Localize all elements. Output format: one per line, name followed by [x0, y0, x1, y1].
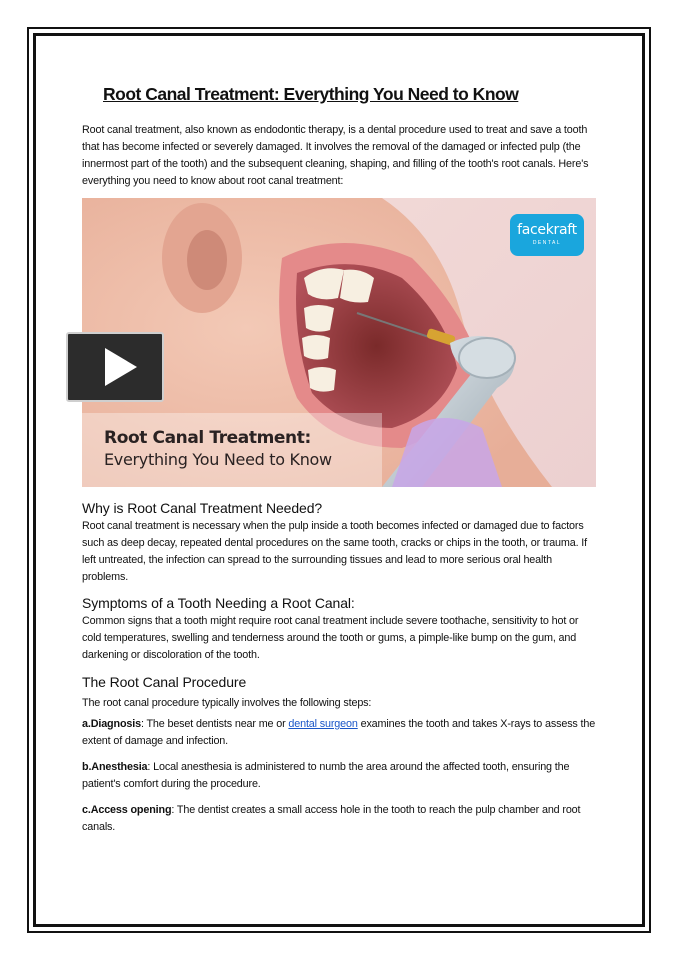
section-procedure-intro: The root canal procedure typically involves the following steps:	[82, 697, 372, 709]
section-why-body: Root canal treatment is necessary when the pulp inside a tooth becomes infected or damaged due to factors such as deep decay, repeated dental procedures on the same tooth, cracks or chips in the tooth, or trauma. If left untreated, the infection can spread to the surrounding tissues and lead to more serious oral health problems.	[82, 520, 588, 583]
procedure-step	[82, 716, 598, 750]
section-why	[82, 499, 598, 586]
hero-caption-line2: Everything You Need to Know	[104, 450, 332, 469]
procedure-step	[82, 802, 598, 836]
facekraft-logo: facekraft DENTAL	[510, 214, 584, 256]
section-why-heading: Why is Root Canal Treatment Needed?	[82, 500, 323, 516]
intro-text: Root canal treatment, also known as endodontic therapy, is a dental procedure used to treat and save a tooth that has become infected or severely damaged. It involves the removal of the damaged or infected pulp (the innermost part of the tooth) and the subsequent cleaning, shaping, and filling of the tooth's root canals. Here's everything you need to know about root canal treatment:	[82, 124, 589, 187]
section-symptoms	[82, 594, 598, 664]
hero-caption	[104, 427, 332, 471]
dental-surgeon-link[interactable]: dental surgeon	[288, 718, 358, 730]
step-label: c.Access opening	[82, 804, 172, 816]
page-title: Root Canal Treatment: Everything You Need to Know	[103, 84, 519, 104]
play-button[interactable]	[66, 332, 164, 402]
step-text: : The beset dentists near me or	[140, 718, 289, 730]
section-procedure	[82, 673, 598, 712]
section-symptoms-heading: Symptoms of a Tooth Needing a Root Canal:	[82, 595, 355, 611]
step-text: : The dentist creates a small access hole in the tooth to reach the pulp chamber and root canals.	[82, 804, 581, 833]
step-label: a.Diagnosis	[82, 718, 141, 730]
intro-paragraph	[82, 122, 598, 190]
step-text-after: examines the tooth and takes X-rays to assess the extent of damage and infection.	[82, 718, 596, 747]
play-icon	[105, 348, 137, 386]
hero-caption-line1: Root Canal Treatment:	[104, 428, 311, 448]
section-symptoms-body: Common signs that a tooth might require root canal treatment include severe toothache, sensitivity to hot or cold temperatures, swelling and tenderness around the tooth or gums, a pimple-like bump on the gum, and darkening or discoloration of the tooth.	[82, 615, 579, 661]
section-procedure-heading: The Root Canal Procedure	[82, 674, 247, 690]
step-text: : Local anesthesia is administered to numb the area around the affected tooth, ensuring the patient's comfort during the procedure.	[82, 761, 570, 790]
procedure-step	[82, 759, 598, 793]
step-label: b.Anesthesia	[82, 761, 148, 773]
